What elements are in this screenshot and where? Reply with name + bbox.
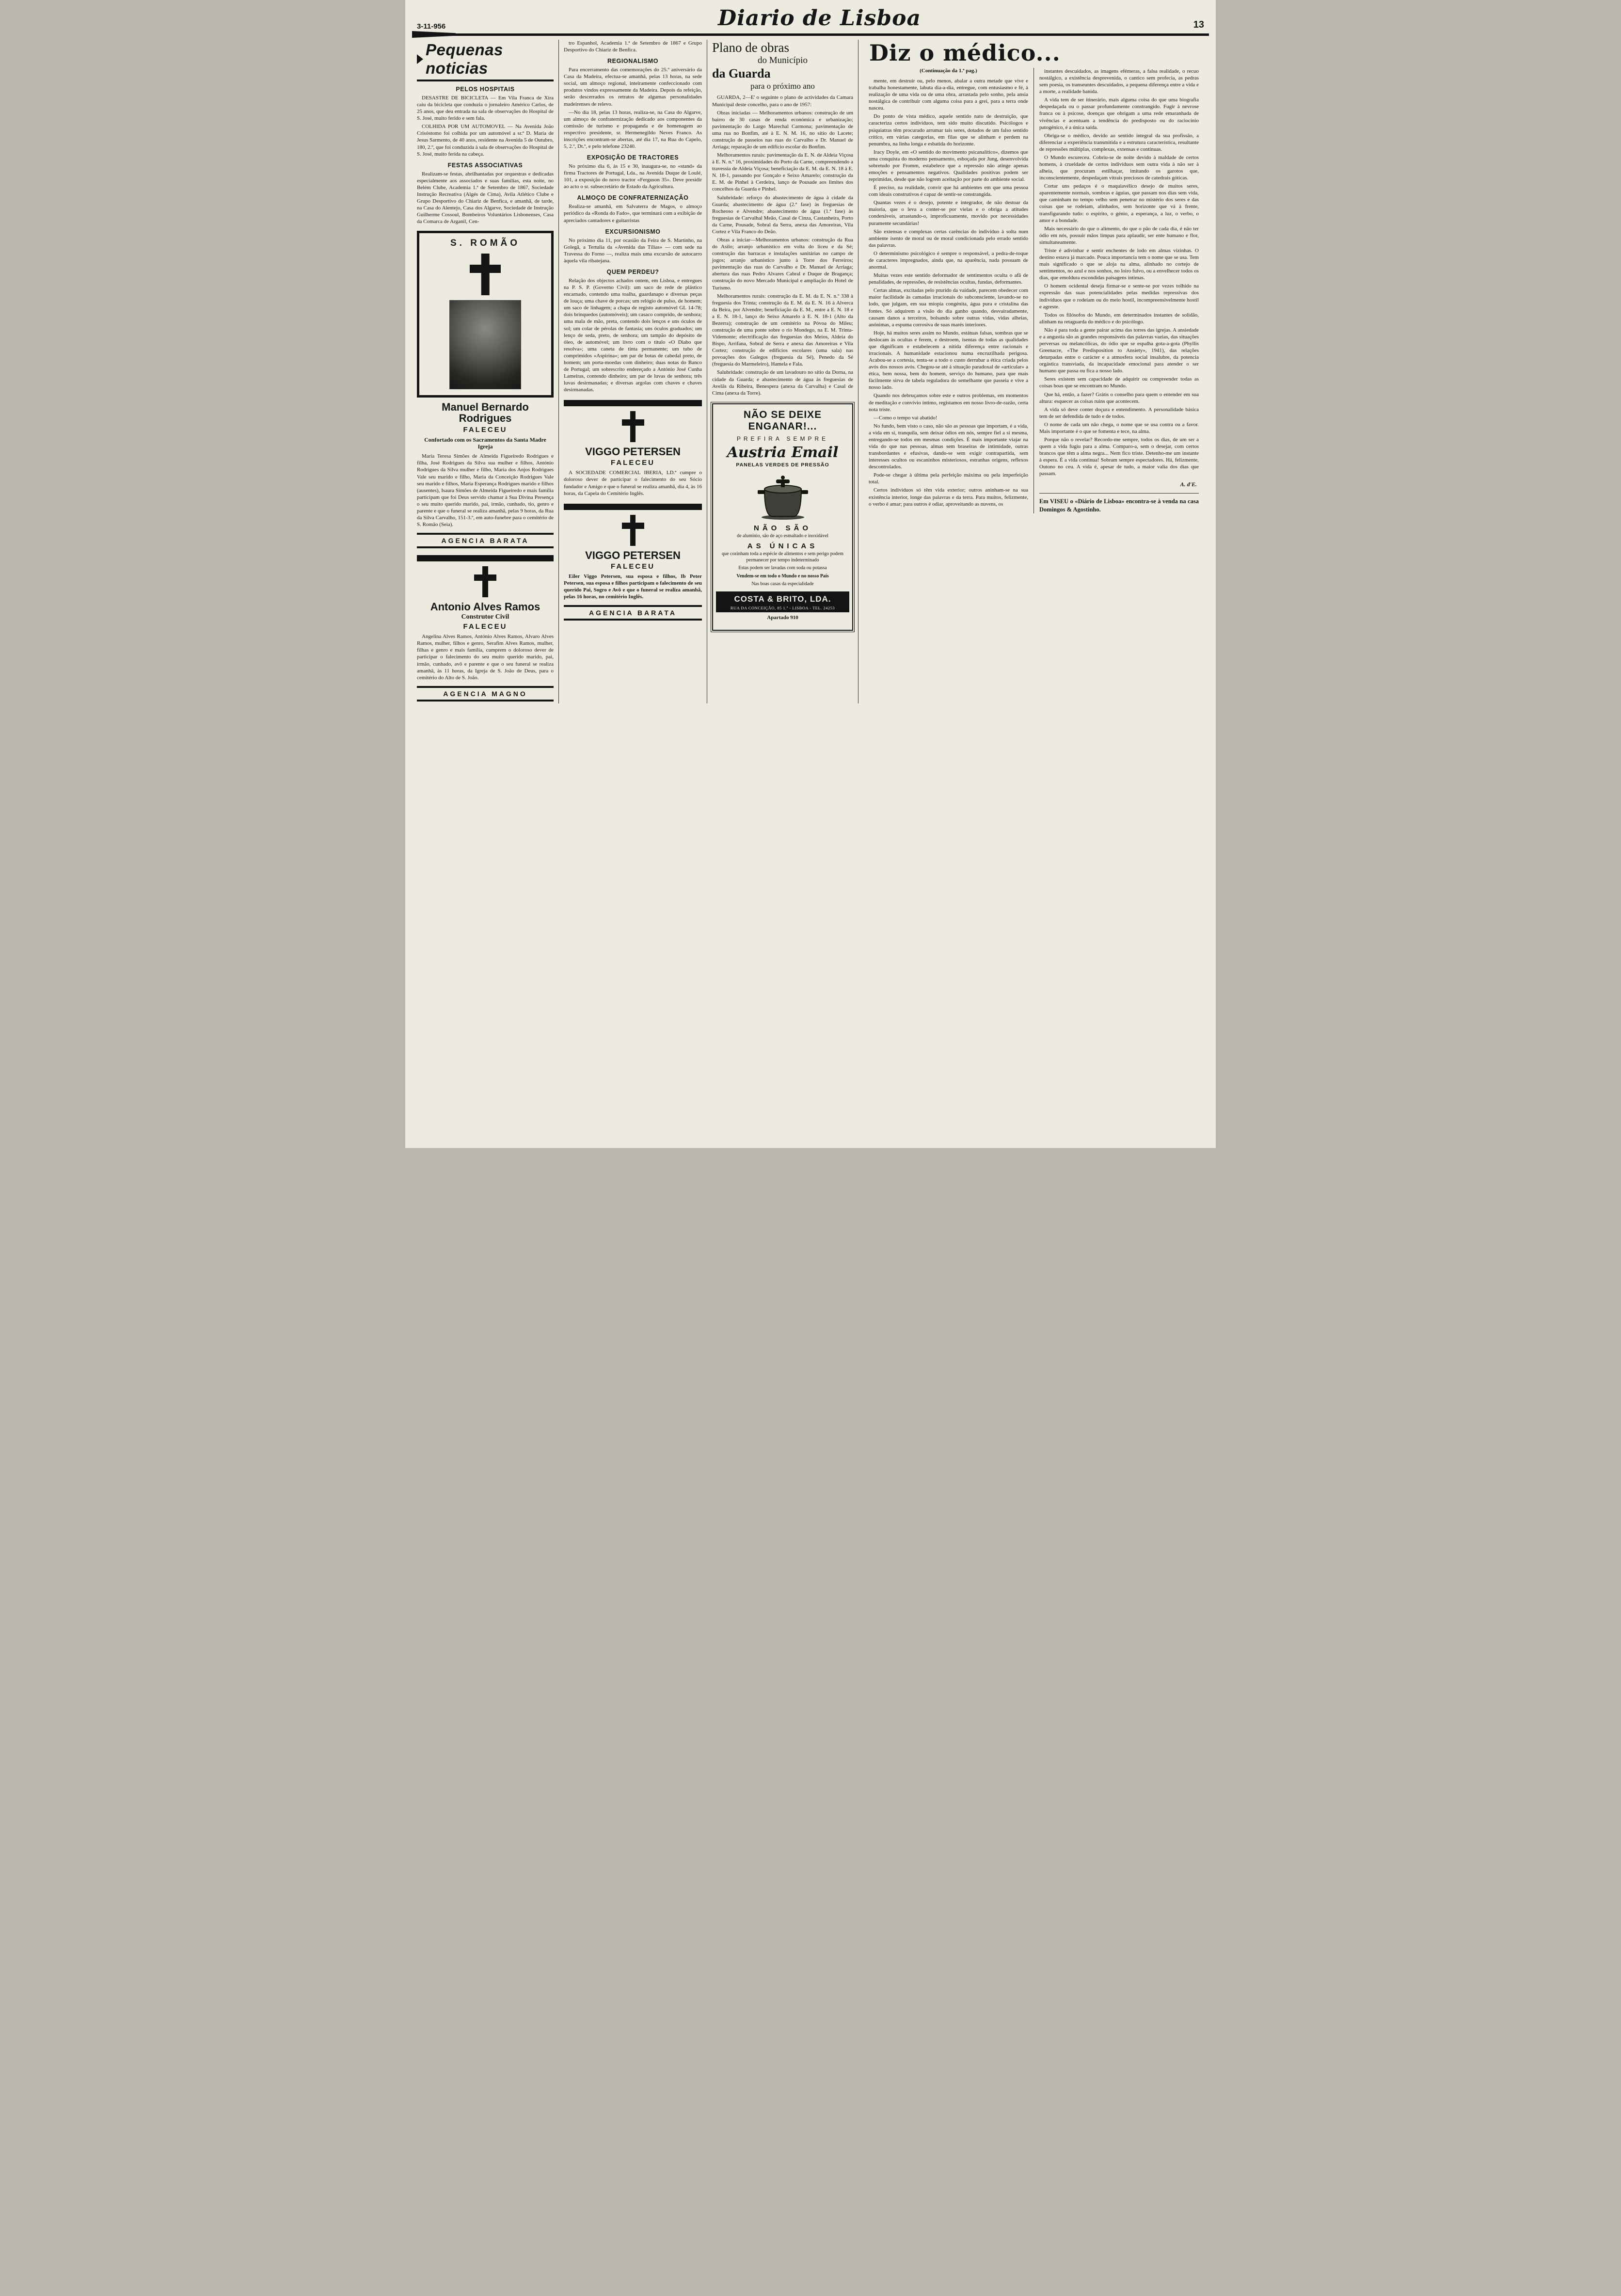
paragraph: COLHIDA POR UM AUTOMOVEL — Na Avenida João Crisóstomo foi colhida por um automóvel a sr.ª D. Maria de Jesus Sarmento, de 40 anos, residente na Avenida 5 de Outubro, 180, 2.º, que foi conduzida à sala de observações do Hospital de S. José, muito ferida na cabeça. xyxy=(417,124,554,157)
ad-company-name: COSTA & BRITO, LDA. xyxy=(734,594,831,604)
paragraph: Não é para toda a gente pairar acima das torres das igrejas. A ansiedade e a angustia são as grandes responsáveis das palavras vazias, das situações perversas ou melancólicas, do ódio que se espalha gota-a-gota (Phyllis Greenacre, «The Predisposition to Ansiety», 1941), das relações deturpadas entre o carácter e a atmosfera social insalubre, da potencia orgástica transviada, da incapacidade emocional para atender o ser humano que passa ou fica a nosso lado. xyxy=(1039,327,1199,374)
paragraph: Para encerramento das comemorações do 25.º aniversário da Casa da Madeira, efectua-se amanhã, pelas 13 horas, na sede social, um almoço regional, inteiramente confeccionado com produtos vindos expressamente da Madeira. Depois da refeição, serão descerrados os retratos de algumas personalidades madeirenses de relevo. xyxy=(564,67,702,107)
paragraph: Realizam-se festas, abrilhantadas por orquestras e dedicadas especialmente aos associados e suas famílias, esta noite, no Belém Clube, Academia 1.ª de Setembro de 1867, Sociedade Instrução Recreativa (Algés de Cima), Avila Atlético Clube e Grupo Desportivo do Chiariz de Benfica, e amanhã, de tarde, na Casa do Alentejo, Casa dos Algarve, Sociedade de Instrução Guilherme Cossoul, Bombeiros Voluntários Lisbonenses, Casa da Comarca de Arganil, Cen- xyxy=(417,171,554,225)
section-heading: ALMOÇO DE CONFRATERNIZAÇÃO xyxy=(577,194,689,202)
paragraph: Quando nos debruçamos sobre este e outros problemas, em momentos de meditação e convívio íntimo, registamos em nosso livro-de-razão, certa nota triste. xyxy=(869,393,1028,413)
paragraph: O homem ocidental deseja firmar-se e sente-se por vezes tolhido na expressão das suas potencialidades pelas medidas repressivas dos indivíduos que o rodeiam ou do meio hostil, incompreensivelmente hostil e agreste. xyxy=(1039,283,1199,310)
paragraph: Seres existem sem capacidade de adquirir ou compreender todas as coisas boas que se encontram no Mundo. xyxy=(1039,376,1199,389)
column-diz-o-medico xyxy=(858,40,1209,703)
obituary-frame xyxy=(417,231,554,398)
ad-product-name: PANELAS VERDES DE PRESSÃO xyxy=(736,462,829,468)
ad-claim-heading: AS ÚNICAS xyxy=(747,542,818,551)
agency-label: AGENCIA BARATA xyxy=(417,533,554,548)
paragraph: Melhoramentos rurais: pavimentação da E. N. de Aldeia Viçosa à E. N. n.º 16, proximidades do Porto da Carne, compreendendo a travessia de Aldeia Viçosa; beneficiação da E. M. da E. N. 18 à E. N. 18-1, passando por Gonçalo e Seixo Amarelo; construção da E. M. de Pinhel à Cerdeira, lanço de Pousade aos limites dos concelhos da Guarda e Pinhel. xyxy=(712,152,853,192)
cross-icon xyxy=(622,515,644,546)
obituary-body: Maria Teresa Simões de Almeida Figueiredo Rodrigues e filha, José Rodrigues da Silva sua mulher e filhos, António Rodrigues da Silva mulher e filho, Maria dos Anjos Rodrigues Vale seu marido e filho, Maria da Conceição Rodrigues Vale seu marido e filhos, Maria Esperança Rodrigues marido e filhos (ausentes), Isaura Simões de Almeida Figueiredo e mais família participam que foi Deus servido chamar à Sua Divina Presença o seu muito querido marido, pai, irmão, cunhado, tio, genro e parente e que o funeral se realiza amanhã, pelas 9 horas, da Rua da Silva Carvalho, 151-3.º, em auto-funebre para o cemitério de S. Romão (Seia). xyxy=(417,453,554,528)
header-rule xyxy=(412,33,1209,36)
obituary-body: Angelina Alves Ramos, António Alves Ramos, Alvaro Alves Ramos, mulher, filhos e genro, Serafim Alves Ramos, mulher, filhas e genro e mais família, cumprem o doloroso dever de participar o falecimento do seu muito querido marido, pai, irmão, cunhado, avô e parente e que o seu funeral se realiza amanhã, às 11 horas, da Igreja de S. João de Deus, para o cemitério do Alto de S. João. xyxy=(417,634,554,681)
obituary-top-rule xyxy=(564,504,702,510)
austria-email-advertisement xyxy=(712,403,853,631)
page-number: 13 xyxy=(1193,19,1204,30)
section-body xyxy=(417,95,554,158)
deceased-name: Antonio Alves Ramos xyxy=(430,601,540,613)
medico-body-a xyxy=(869,78,1028,508)
paragraph: Obriga-se o médico, devido ao sentido integral da sua profissão, a diferenciar a experiência transmitida e a estrutura característica, resultante de repressões múltiplas, complexas, extensas e contínuas. xyxy=(1039,132,1199,152)
continuation-paragraph: tro Espanhol, Academia 1.ª de Setembro de 1867 e Grupo Desportivo do Chiariz de Benfica. xyxy=(564,40,702,53)
medico-column-a xyxy=(863,68,1033,513)
paragraph: Muitas vezes este sentido deformador de sentimentos oculta o afã de penalidades, de repressões, de resistências ocultas, fundas, deformantes. xyxy=(869,272,1028,286)
obituary-antonio-alves-ramos xyxy=(417,555,554,702)
paragraph: A vida só deve conter doçura e entendimento. A personalidade básica tem de ser defendida de tudo e de todos. xyxy=(1039,406,1199,419)
deceased-status: FALECEU xyxy=(610,562,655,571)
agency-label: AGENCIA BARATA xyxy=(564,605,702,621)
section-heading: EXCURSIONISMO xyxy=(605,228,661,235)
section-body xyxy=(564,237,702,264)
obituary-place: S. ROMÃO xyxy=(450,238,521,249)
obituary-viggo-petersen-1 xyxy=(564,400,702,496)
ad-claim-text: Nas boas casas da especialidade xyxy=(751,581,814,587)
ad-company-address: RUA DA CONCEIÇÃO, 85 1.º - LISBOA - TEL. 24253 xyxy=(730,605,835,610)
ad-headline: ENGANAR!... xyxy=(748,420,817,432)
deceased-role: Construtor Civil xyxy=(461,613,509,621)
news-section-regionalismo xyxy=(564,58,702,150)
masthead: Diario de Lisboa xyxy=(717,6,922,31)
column-plano-de-obras xyxy=(707,40,858,703)
obituary-top-rule xyxy=(417,555,554,561)
ad-headline: NÃO SE DEIXE xyxy=(743,409,822,420)
paragraph: Quantas vezes é o desejo, potente e integrador, de não destoar da maioria, que o leva a conter-se por vielas e o obriga a atitudes condenáveis, arrastando-o, improficuamente, movido por necessidades puramente secundárias! xyxy=(869,200,1028,226)
paragraph: DESASTRE DE BICICLETA — Em Vila Franca de Xira caiu da bicicleta que conduzia o jornaleiro Américo Carlos, de 25 anos, que deu entrada na sala de observações do Hospital de S. José, muito ferido e sem fala. xyxy=(417,95,554,122)
medico-column-b xyxy=(1033,68,1204,513)
article-title-line3: da Guarda xyxy=(712,66,771,81)
obituary-manuel-bernardo-rodrigues xyxy=(417,231,554,548)
obituary-body: Eiler Viggo Petersen, sua esposa e filhos, Ib Peter Petersen, sua esposa e filhos participam o falecimento de seu querido Pai, Sogro e Avô e que o funeral se realiza amanhã, pelas 16 horas, no cemitério Inglês. xyxy=(564,573,702,600)
news-section-festas-associativas xyxy=(417,162,554,225)
column-pequenas-noticias-a xyxy=(412,40,558,703)
news-section-pelos-hospitais xyxy=(417,86,554,158)
paragraph: instantes descuidados, as imagens efémeras, a falsa realidade, o recuo nostálgico, a existência desprevenida, o cantico sem profecia, as pedras sem poesia, os transeuntes descuidados, a pequena diferença entre a vida e a morte, a realidade banida. xyxy=(1039,68,1199,95)
news-section-quem-perdeu xyxy=(564,269,702,393)
ad-company-block xyxy=(716,591,849,612)
viseu-sales-note: Em VISEU o «Diário de Lisboa» encontra-se à venda na casa Domingos & Agostinho. xyxy=(1039,493,1199,513)
cross-icon xyxy=(470,254,501,295)
paragraph: O Mundo escureceu. Cobriu-se de noite devido à maldade de certos homens, à crueldade de certos indivíduos sem outra vida à não ser à alheia, que procuram estilhaçar, imitando os garotos que, inconscientemente, despedaçam vitrais preciosos de catedrais góticas. xyxy=(1039,154,1199,181)
paragraph: Que há, então, a fazer? Grátis o conselho para quem o entender em sua altura: esquecer as coisas ruins que acontecem. xyxy=(1039,391,1199,404)
news-section-excursionismo xyxy=(564,228,702,264)
page-header xyxy=(412,4,1209,32)
section-body xyxy=(564,203,702,223)
obituary-body: A SOCIEDADE COMERCIAL IBERIA, LD.ª cumpre o doloroso dever de participar o falecimento do seu Sócio fundador e Amigo e que o funeral se realiza amanhã, dia 4, às 16 horas, da Capela do Cemitério Inglês. xyxy=(564,470,702,496)
guarda-article-title xyxy=(712,41,853,90)
paragraph: A vida tem de ser itinerário, mais alguma coisa do que uma biografia despedaçada ou o passar profundamente constrangido. Fugir à nevrose franca ou à psicose, doenças que obrigam a uma rede emaranhada de vivências e acentuam a tendência do predisposto ou do raciocínio patogénico, é a única saída. xyxy=(1039,97,1199,130)
section-heading: QUEM PERDEU? xyxy=(606,268,659,275)
paragraph: São extensas e complexas certas carências do indivíduo à solta num ambiente isento de moral ou de moral condicionada pelo errado sentido das palavras. xyxy=(869,228,1028,248)
cross-icon xyxy=(622,411,644,442)
section-heading: EXPOSIÇÃO DE TRACTORES xyxy=(587,154,679,161)
article-title-line2: do Município xyxy=(758,55,808,66)
paragraph: Salubridade: reforço do abastecimento de água à cidade da Guarda; abastecimento de água (2.ª fase) às freguesias de Rocheoso e Alvendre; abastecimento de água (1.ª fase) às freguesias de Carvalhal Meão, Casal de Cinza, Castanheira, Porto da Carne, Pousade, Sobral da Serra, anexa das Amoreiras, Vila Cortez e Vila Franco do Deão. xyxy=(712,194,853,235)
obituary-subtitle: Confortado com os Sacramentos da Santa Madre Igreja xyxy=(424,436,546,450)
ad-claim-text: que cozinham toda a espécie de alimentos e sem perigo podem permanecer por tempo indeterminado xyxy=(721,551,844,563)
news-section-almoco-confraternizacao xyxy=(564,194,702,223)
section-heading: FESTAS ASSOCIATIVAS xyxy=(447,161,523,169)
paragraph: Pode-se chegar à última pela perfeição máxima ou pela imperfeição total. xyxy=(869,472,1028,485)
ad-tagline: PREFIRA SEMPRE xyxy=(736,435,829,442)
paragraph: O determinismo psicológico é sempre o responsável, a pedra-de-toque de caracteres impregnados, ainda que, na aparência, nada possuam de anormal. xyxy=(869,250,1028,271)
paragraph: Hoje, há muitos seres assim no Mundo, estátuas falsas, sombras que se deslocam às ocultas e ferem, e destroem, isentas de todas as qualidades que dignificam e estabelecem a nítida diferença entre racionais e irracionais. A humanidade estacionou numa encruzilhada perigosa. Acabou-se a cortesia, tenta-se a todo o custo derrubar a ética criada pelos avós dos nossos avós. Chegou-se até à situação paradoxal de «articular» a ética, bem nossa, bem do homem, serviço do humano, para que mais fàcilmente sirva de tabela reguladora do semelhante que passeia e vive a nosso lado. xyxy=(869,330,1028,391)
deceased-name: Manuel Bernardo Rodrigues xyxy=(442,401,529,425)
paragraph: GUARDA, 2—E' o seguinte o plano de actividades da Camara Municipal deste concelho, para o ano de 1957: xyxy=(712,95,853,108)
pequenas-noticias-titlebar xyxy=(417,40,554,81)
ad-claim-text: de alumínio, são de aço esmaltado e inoxidável xyxy=(737,533,828,539)
ad-claim-text: Estas podem ser lavadas com soda ou potassa xyxy=(738,565,827,571)
newspaper-page xyxy=(405,0,1216,1148)
paragraph: Relação dos objectos achados ontem, em Lisboa, e entregues na P. S. P. (Governo Civil): um saco de rede de plástico encarnado, contendo uma toalha, guardanapo e diversas peças de louça; uma chave de porcas; um relógio de pulso, de homem; um saco de linhagem; a chapa de registo automóvel GL 14-78; dois brinquedos (automóveis); um casaco comprido, de senhora; uma mala de mão, preta, contendo dois lenços e uns óculos de sol; um colar de pérolas de fantasia; uns óculos graduados; um lenço de seda, preto, de senhora; um tampão do depósito de óleo, de automóvel; um livro com o título «O Diabo que resolva»; uma caneta de tinta permanente; um tubo de comprimidos «Aspirina»; um par de botas de cabedal preto, de homem; um porta-moedas com dinheiro; duas notas do Banco de Portugal; um sobrescrito endereçado a António José Cunha Lameiras, contendo dinheiro; um par de luvas de senhora; três luvas desirmanadas; e diversas argolas com chaves e chaves desirmanadas. xyxy=(564,277,702,393)
medico-body-b xyxy=(1039,68,1199,477)
paragraph: Certas almas, excitadas pelo prurido da vaidade, parecem obedecer com maior facilidade às camadas irracionais do subconsciente, lavando-se no lodo, que julgam, em sua miopia congénita, água pura e cristalina das fontes. Só adquirem a visão do dia ganho quando, desvairadamente, causam danos a terceiros, bolsando sobre outras vidas, vidas alheias, anónimas, a espuma corrosiva de suas marés interiores. xyxy=(869,287,1028,328)
paragraph: Mais necessário do que o alimento, do que o pão de cada dia, é não ter ódio em nós, possuir mãos limpas para aplaudir, ser ente humano e flor, simultaneamente. xyxy=(1039,225,1199,245)
ad-po-box: Apartado 910 xyxy=(767,614,798,621)
paragraph: mente, em destruir ou, pelo menos, abalar a outra metade que vive e trabalha honestamente, labuta dia-a-dia, entregue, com entusiasmo e fé, à realização de uma vida ou de uma obra, arrastada pelo sonho, pela ansia nostálgica de contribuir com alguma coisa para a grei, para a terra onde nasceu. xyxy=(869,78,1028,112)
paragraph: Cortar uns pedaços é o maquiavélico desejo de muitos seres, aparentemente normais, sombras e águias, que passam nos dias sem vida, que caminham no tempo velho sem penetrar no mistério dos seres e das coisas que se rodeiam, alinhados, sem horizonte que vá à frente, transfigurando tudo: o espírito, o génio, a esperança, a luz, o verbo, o amor e a bondade. xyxy=(1039,183,1199,223)
pressure-cooker-image xyxy=(754,471,812,521)
paragraph: Obras a iniciar—Melhoramentos urbanos: construção da Rua do Asilo; arranjo urbanístico em volta do liceu e da Sé; construção das barracas e instalações sanitárias no campo de jogos; arranjo urbanístico junto à Torre dos Ferreiros; pavimentação das ruas do Carvalho e Dr. Manuel de Arriaga; abertura das ruas Pedro Alvares Cabral e Duque de Bragança; construção do novo Mercado Municipal e ampliação do Hotel de Turismo. xyxy=(712,237,853,291)
guarda-article-body xyxy=(712,94,853,396)
section-body xyxy=(564,66,702,150)
paragraph: Do ponto de vista médico, aquele sentido nato de destruição, que caracteriza certos indivíduos, tem sido muito discutido. Psicólogos e psiquiatras têm procurado arrumar tais seres, dotados de um falso sentido crítico, em várias categorias, em filas que se alinham e perdem na penumbra, na linha longa e esbatida do horizonte. xyxy=(869,113,1028,147)
paragraph: Salubridade: construção de um lavadouro no sítio da Dorna, na cidade da Guarda; e abastecimento de água às freguesias de Avelãs da Ribeira, Benespera (anexa da Carvalha) e Casal de Cima (anexa da Torre). xyxy=(712,369,853,396)
article-title-line1: Plano de obras xyxy=(712,40,789,55)
pointer-icon xyxy=(417,54,423,64)
ad-claim-text: Vendem-se em todo o Mundo e no nosso País xyxy=(736,573,829,579)
medico-article-title: Diz o médico... xyxy=(869,40,1061,66)
deceased-name: VIGGO PETERSEN xyxy=(585,446,681,458)
agency-label: AGENCIA MAGNO xyxy=(417,686,554,702)
paragraph: É preciso, na realidade, convir que há ambientes em que uma pessoa com ideais construtivos é capaz de sentir-se constrangida. xyxy=(869,185,1028,198)
paragraph: Triste é adivinhar e sentir enchentes de lodo em almas vizinhas. O destino estava já marcado. Pouca importancia tem o nome que se usa. Tem mais significado o que se aloja na alma, alinhado no cortejo de sentimentos, no azul e nos sonhos, no loiro fulvo, ou a envelhecer todos os dias, que emoldura escondidas paisagens íntimas. xyxy=(1039,247,1199,281)
paragraph: Certos indivíduos só têm vida exterior; outros aninham-se na sua existência interior, longe das palavras e da terra. Para muitos, felizmente, o verbo é amar; para outros é odiar, aproveitando as nuvens, os xyxy=(869,487,1028,507)
issue-date: 3-11-956 xyxy=(417,22,446,31)
section-body xyxy=(417,171,554,225)
ad-brand-logo: Austria Email xyxy=(727,444,839,461)
portrait-photo xyxy=(449,300,521,389)
paragraph: Melhoramentos rurais: construção da E. M. da E. N. n.º 338 à freguesia dos Trinta; construção da E. M. da E. N. 16 à Alverca da Beira, por Alvendre; beneficiação da E. M., entre a E. N. 18 e a E. N. 18-1, lanço do Seixo Amarelo à E. N. 18-1 (Alto da Bezerra); construção de um cemitério na Póvoa do Mileu; construção de uma ponte sobre o rio Mondego, na E. M. Trinta-Videmonte; electrificação das freguesias dos Meios, Aldeia do Bispo, Arrifana, Sobral de Serra e anexa das Amoreiras e Vila Cortez; construção de edifícios escolares (uma sala) nas povoações dos Galegos (freguesia da Sé), Penedo da Sé (freguesia do Marmeleiro), Hamela e Fala. xyxy=(712,293,853,367)
paragraph: No próximo dia 11, por ocasião da Feira de S. Martinho, na Golegã, a Tertulia da «Avenida das Tílias» — com sede na Travessa do Forno —, realiza mais uma excursão de autocarro àquela vila ribatejana. xyxy=(564,237,702,264)
author-byline: A. d'E. xyxy=(1180,481,1197,488)
paragraph: No próximo dia 6, às 15 e 30, inaugura-se, no «stand» da firma Tractores de Portugal, Lda., na Avenida Duque de Loulé, 101, a exposição do novo tractor «Ferguson 35». Deve presidir ao acto o sr. subsecretário de Estado da Agricultura. xyxy=(564,163,702,190)
deceased-status: FALECEU xyxy=(463,425,508,434)
deceased-status: FALECEU xyxy=(610,459,655,467)
paragraph: —Como o tempo vai abatido! xyxy=(874,415,938,421)
paragraph: Porque não o revelar? Recordo-me sempre, todos os dias, de um ser a quem a vida fugiu para a alma. Comparo-a, sem o desejar, com certos brancos que têm a alma negra... Nem fico triste. Detenho-me um instante à espera. É a vida continua! Sobram sempre espectadores. Há, felizmente, Outono no ceu. A vida é, apesar de tudo, a maior valia dos dias que passam. xyxy=(1039,436,1199,477)
obituary-top-rule xyxy=(564,400,702,406)
paragraph: Obras iniciadas — Melhoramentos urbanos: construção de um bairro de 30 casas de renda económica e urbanização; pavimentação do Largo Marechal Carmona; pavimentação de uma rua no Bonfim, até à E. N. M. 16, no sítio do Lacete; construção de passeios nas ruas do Carvalho e Dr. Manuel de Arriaga; reparação de um edifício escolar do Bonfim. xyxy=(712,110,853,150)
continuation-note: (Continuação da 1.ª pag.) xyxy=(920,68,977,74)
section-heading: PELOS HOSPITAIS xyxy=(456,86,515,93)
section-heading: REGIONALISMO xyxy=(607,58,659,65)
section-title-pequenas-noticias: Pequenas noticias xyxy=(426,41,503,77)
section-body xyxy=(564,163,702,190)
paragraph: No fundo, bem visto o caso, não são as pessoas que importam, é a vida, a vida em si, tranquila, sem deixar ódios em nós, sempre fiel a si mesma, entregando-se todos em mesmas condições. É mais importante viajar na vida do que nas pessoas, almas sem braseiras de intimidade, outras transbordantes e efusivas, dando-se sem exigir contrapartida, sem interesses ocultos ou escaninhos misteriosos, estranhas origens, reflexos descontrolados. xyxy=(869,423,1028,470)
medico-columns xyxy=(863,68,1204,513)
column-pequenas-noticias-b xyxy=(558,40,707,703)
paragraph: Realiza-se amanhã, em Salvaterra de Magos, o almoço periódico da «Ronda do Fado», que terminará com a exibição de apreciados cantadores e guitarristas xyxy=(564,204,702,223)
paragraph: Todos os filósofos do Mundo, em determinados instantes de solidão, alinham na retaguarda do médico e do psicólogo. xyxy=(1039,312,1199,325)
article-title-line4: para o próximo ano xyxy=(750,81,815,91)
paragraph: —No dia 18, pelas 13 horas, realiza-se, na Casa do Algarve, um almoço de confraternização dedicado aos componentes da comissão de turismo e propaganda e de homenagem ao respectivo presidente, sr. Hermenegildo Neves Franco. As inscrições encontram-se abertas, até dia 17, na Rua do Capelo, 5, 2.º, Dt.º, e pelo telefone 23240. xyxy=(564,109,702,150)
cross-icon xyxy=(474,566,496,597)
obituary-viggo-petersen-2 xyxy=(564,504,702,621)
page-columns xyxy=(412,40,1209,703)
ad-claim-heading: NÃO SÃO xyxy=(753,524,811,532)
deceased-status: FALECEU xyxy=(463,622,508,631)
paragraph: O nome de cada um não chega, o nome que se usa contra ou a favor. Mais importante é o que se fomenta e tece, na alma. xyxy=(1039,421,1199,434)
news-section-exposicao-tractores xyxy=(564,154,702,190)
deceased-name: VIGGO PETERSEN xyxy=(585,549,681,561)
section-body xyxy=(564,277,702,393)
paragraph: Iracy Doyle, em «O sentido do movimento psicanalítico», dizemos que uma conquista do moderno pensamento, esboçada por Jung, desenvolvida sobretudo por Fromm, estabelece que a repressão não atinge apenas emoções e pensamentos negativos. Qualidades positivas podem ser reprimidas, desde que não logrem aceitação por parte do ambiente social. xyxy=(869,149,1028,183)
